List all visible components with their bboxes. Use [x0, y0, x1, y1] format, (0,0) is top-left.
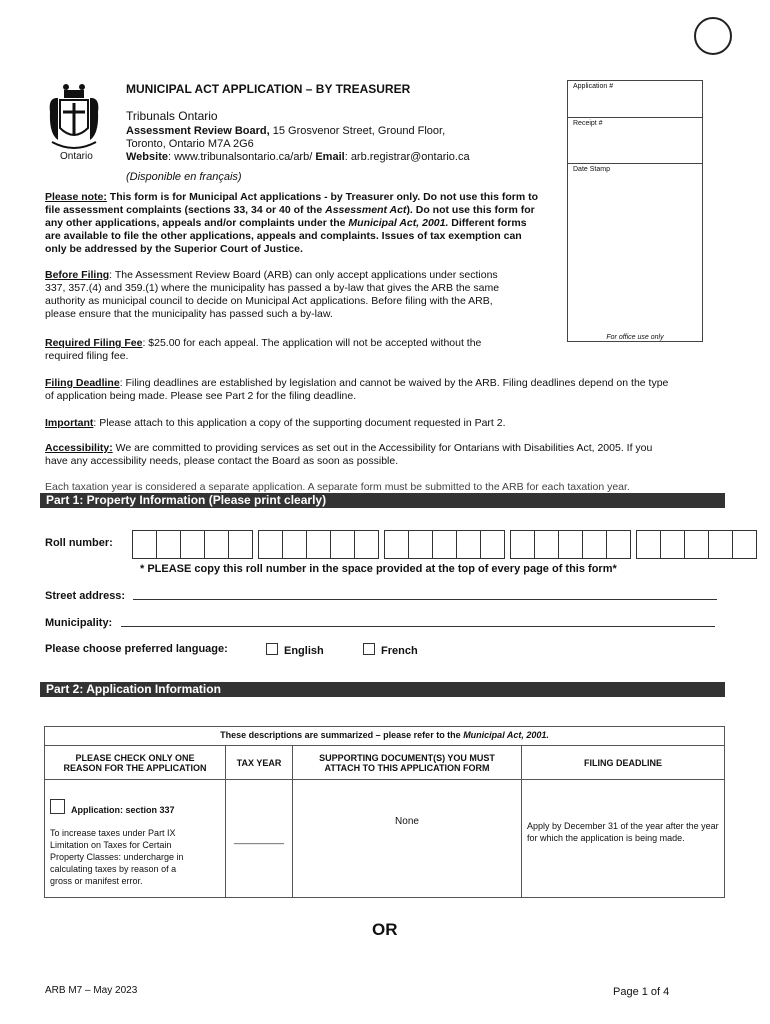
contact-line: Website: www.tribunalsontario.ca/arb/ Email: arb.registrar@ontario.ca: [126, 151, 470, 163]
roll-digit-box[interactable]: [180, 530, 205, 559]
tax-year-field[interactable]: __________: [226, 780, 293, 898]
page-circle-mark: [694, 17, 732, 55]
roll-group-5: [637, 530, 757, 559]
roll-group-3: [385, 530, 505, 559]
form-id: ARB M7 – May 2023: [45, 985, 138, 996]
roll-digit-box[interactable]: [534, 530, 559, 559]
email-link[interactable]: : arb.registrar@ontario.ca: [344, 151, 470, 163]
board-address: Assessment Review Board, 15 Grosvenor Street, Ground Floor,: [126, 125, 446, 137]
part2-heading: Part 2: Application Information: [40, 682, 725, 697]
language-french-option[interactable]: French: [363, 643, 418, 657]
roll-digit-box[interactable]: [306, 530, 331, 559]
website-link[interactable]: : www.tribunalsontario.ca/arb/: [167, 151, 316, 163]
roll-digit-box[interactable]: [432, 530, 457, 559]
section-337-reason-cell: [45, 780, 226, 898]
municipality-label: Municipality:: [45, 617, 113, 629]
english-checkbox[interactable]: [266, 643, 278, 655]
part1-heading: Part 1: Property Information (Please print clearly): [40, 493, 725, 508]
french-checkbox[interactable]: [363, 643, 375, 655]
important-paragraph: Important: Please attach to this application a copy of the supporting document requested in Part 2.: [45, 417, 506, 429]
reason-column-header: PLEASE CHECK ONLY ONE REASON FOR THE APPLICATION: [45, 746, 226, 780]
supporting-docs-column-header: SUPPORTING DOCUMENT(S) YOU MUST ATTACH TO THIS APPLICATION FORM: [293, 746, 522, 780]
roll-digit-box[interactable]: [732, 530, 757, 559]
roll-digit-box[interactable]: [408, 530, 433, 559]
roll-digit-box[interactable]: [282, 530, 307, 559]
street-address-label: Street address:: [45, 590, 126, 602]
language-english-option[interactable]: English: [266, 643, 324, 657]
board-city: Toronto, Ontario M7A 2G6: [126, 138, 254, 150]
table-row: [45, 780, 725, 898]
filing-fee-paragraph: Required Filing Fee: $25.00 for each appeal. The application will not be accepted without the required filing fee.: [45, 337, 482, 362]
roll-digit-box[interactable]: [708, 530, 733, 559]
taxation-year-note: Each taxation year is considered a separate application. A separate form must be submitted to the ARB for each taxation year.: [45, 481, 630, 493]
filing-deadline-column-header: FILING DEADLINE: [522, 746, 725, 780]
date-stamp-field: Date Stamp: [573, 166, 610, 173]
roll-digit-box[interactable]: [510, 530, 535, 559]
office-use-caption: For office use only: [606, 334, 664, 341]
roll-digit-box[interactable]: [480, 530, 505, 559]
office-use-box: [567, 80, 703, 342]
language-label: Please choose preferred language:: [45, 643, 228, 655]
roll-number-input[interactable]: [133, 530, 763, 559]
roll-digit-box[interactable]: [354, 530, 379, 559]
accessibility-paragraph: Accessibility: We are committed to providing services as set out in the Accessibility for Ontarians with Disabilities Act, 2005. If you have any accessibility needs, please contact the Board as soon as possible.: [45, 442, 653, 467]
tax-year-column-header: TAX YEAR: [226, 746, 293, 780]
street-address-field[interactable]: [133, 599, 717, 600]
roll-digit-box[interactable]: [330, 530, 355, 559]
roll-digit-box[interactable]: [228, 530, 253, 559]
roll-group-1: [133, 530, 253, 559]
receipt-number-field: Receipt #: [568, 118, 702, 164]
supporting-doc-cell: None: [293, 780, 522, 898]
french-availability: (Disponible en français): [126, 171, 242, 183]
roll-digit-box[interactable]: [204, 530, 229, 559]
page-number: Page 1 of 4: [613, 986, 670, 998]
or-separator: OR: [372, 920, 398, 939]
roll-number-label: Roll number:: [45, 537, 113, 549]
municipality-field[interactable]: [121, 626, 715, 627]
section-337-checkbox[interactable]: [50, 799, 65, 814]
roll-digit-box[interactable]: [684, 530, 709, 559]
roll-digit-box[interactable]: [636, 530, 661, 559]
section-337-option[interactable]: Application: section 337: [50, 799, 220, 815]
application-number-field: Application #: [568, 81, 702, 118]
roll-digit-box[interactable]: [582, 530, 607, 559]
form-title: MUNICIPAL ACT APPLICATION – BY TREASURER: [126, 82, 411, 96]
logo-caption: Ontario: [60, 151, 93, 162]
roll-digit-box[interactable]: [660, 530, 685, 559]
roll-digit-box[interactable]: [258, 530, 283, 559]
table-summary-row: These descriptions are summarized – please refer to the Municipal Act, 2001.: [45, 727, 725, 746]
before-filing-paragraph: Before Filing: The Assessment Review Board (ARB) can only accept applications under sections 337, 357.(4) and 359.(1) where the municipality has passed a by-law that gives the ARB the same authority as municipal council to decide on Municipal Act applications. Before filing with the ARB, please ensure that the municipality has passed such a by-law.: [45, 269, 500, 320]
filing-deadline-paragraph: Filing Deadline: Filing deadlines are established by legislation and cannot be waived by the ARB. Filing deadlines depend on the type of application being made. Please see Part 2 for the filing deadline.: [45, 377, 669, 402]
roll-digit-box[interactable]: [132, 530, 157, 559]
filing-deadline-cell: Apply by December 31 of the year after the year for which the application is being made.: [522, 780, 725, 898]
roll-group-4: [511, 530, 631, 559]
section-337-description: To increase taxes under Part IX Limitation on Taxes for Certain Property Classes: undercharge in calculating taxes by reason of a gross or manifest error.: [50, 828, 184, 886]
roll-digit-box[interactable]: [558, 530, 583, 559]
roll-number-note: * PLEASE copy this roll number in the space provided at the top of every page of this form*: [140, 563, 617, 575]
roll-group-2: [259, 530, 379, 559]
application-table: [44, 726, 725, 898]
roll-digit-box[interactable]: [384, 530, 409, 559]
roll-digit-box[interactable]: [156, 530, 181, 559]
roll-digit-box[interactable]: [456, 530, 481, 559]
tribunal-name: Tribunals Ontario: [126, 109, 218, 123]
please-note-paragraph: Please note: This form is for Municipal Act applications - by Treasurer only. Do not use this form to file assessment complaints (sections 33, 34 or 40 of the Assessment Act). Do not use this form for any other applications, appeals and/or complaints under the Municipal Act, 2001. Different forms are available to file the other applications, appeals and complaints. Issues of tax exemption can only be addressed by the Superior Court of Justice.: [45, 191, 538, 255]
roll-digit-box[interactable]: [606, 530, 631, 559]
